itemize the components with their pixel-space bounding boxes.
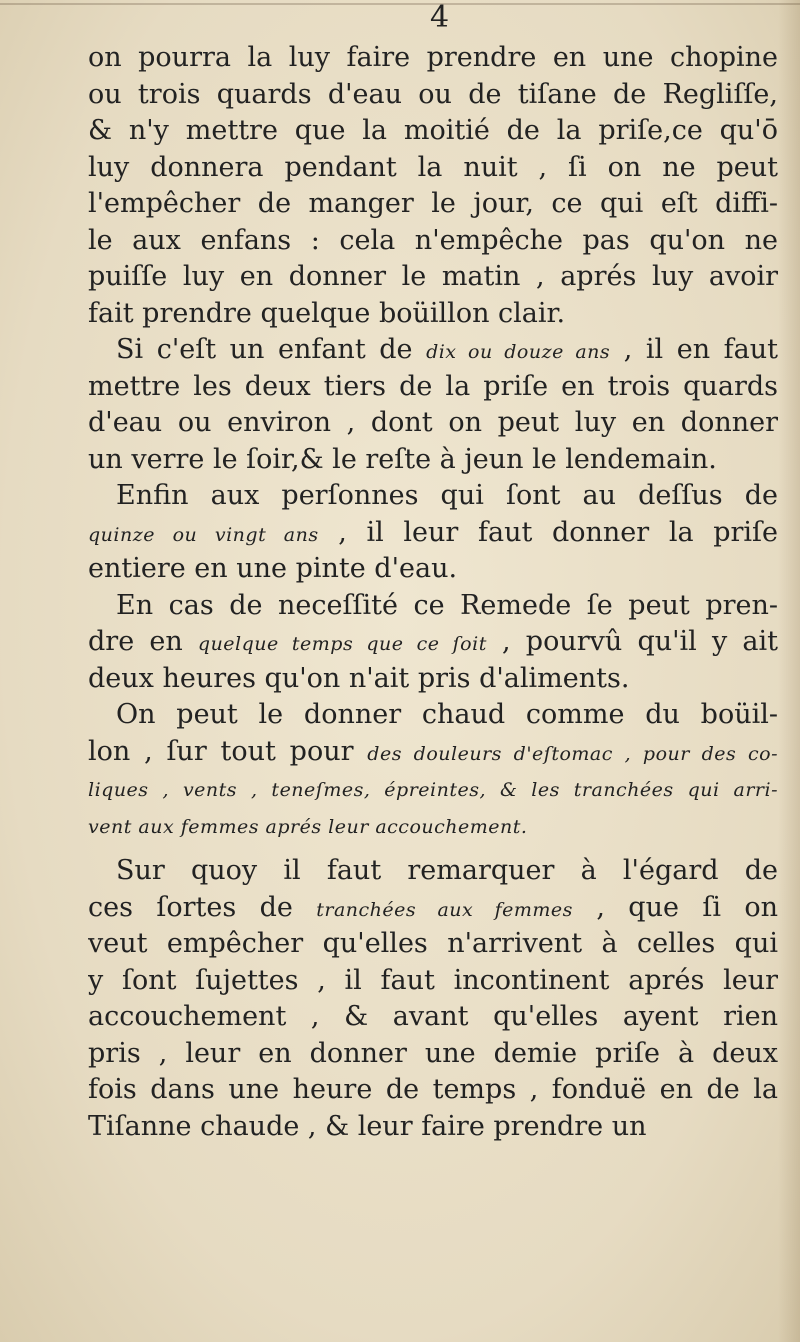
text-line <box>88 1072 778 1109</box>
text-line <box>88 369 778 406</box>
page-number: 4 <box>430 0 450 35</box>
text-line <box>88 40 778 77</box>
text-line <box>88 405 778 442</box>
page-top-border <box>0 3 800 5</box>
text-line <box>88 697 778 734</box>
text-segment: fait prendre quelque boüillon clair. <box>88 297 566 329</box>
text-segment: , que ſi on <box>572 891 778 923</box>
italic-phrase: tranchées aux femmes <box>316 898 573 921</box>
text-line <box>88 999 778 1036</box>
text-line <box>88 853 778 890</box>
text-line <box>88 963 778 1000</box>
italic-phrase: des douleurs d'eſtomac , pour des co- <box>367 742 778 765</box>
text-line <box>88 332 778 369</box>
text-segment: dre en <box>88 626 198 657</box>
text-line <box>88 1036 778 1073</box>
text-line <box>88 478 778 515</box>
text-segment: mettre les deux tiers de la priſe en trois quards <box>88 370 778 402</box>
text-segment: Si c'eſt un enfant de <box>116 334 427 365</box>
text-segment: On peut le donner chaud comme du boüil- <box>116 699 778 730</box>
text-line <box>88 890 778 927</box>
text-segment: , pourvû qu'il y ait <box>486 626 778 657</box>
text-segment: deux heures qu'on n'ait pris d'aliments. <box>88 662 630 694</box>
text-segment: ces ſortes de <box>88 891 317 923</box>
page-edge-shadow <box>778 0 800 1342</box>
text-line <box>88 770 778 807</box>
italic-phrase: liques , vents , teneſmes, épreintes, & les tranchées qui arri- <box>88 779 778 801</box>
text-line <box>88 624 778 661</box>
text-line <box>88 551 778 588</box>
text-line <box>88 1109 778 1146</box>
text-line <box>88 186 778 223</box>
text-segment: accouchement , & avant qu'elles ayent rien <box>88 1001 778 1032</box>
text-segment: , il en faut <box>610 334 778 365</box>
text-segment: puiſſe luy en donner le matin , aprés luy avoir <box>88 261 778 292</box>
text-segment: Enfin aux perſonnes qui ſont au deſſus de <box>116 480 778 511</box>
text-segment: fois dans une heure de temps , fonduë en de la <box>88 1074 778 1105</box>
text-line <box>88 259 778 296</box>
text-line <box>88 926 778 963</box>
text-segment: Sur quoy il faut remarquer à l'égard de <box>116 855 778 886</box>
text-segment: le aux enfans : cela n'empêche pas qu'on ne <box>88 224 778 256</box>
text-segment: pris , leur en donner une demie priſe à deux <box>88 1037 778 1069</box>
text-segment: lon , ſur tout pour <box>88 735 368 767</box>
italic-phrase: quelque temps que ce ſoit <box>197 633 487 655</box>
text-line <box>88 77 778 114</box>
text-segment: un verre le ſoir,& le reſte à jeun le lendemain. <box>88 443 717 475</box>
text-segment: d'eau ou environ , dont on peut luy en donner <box>88 407 778 438</box>
text-segment: luy donnera pendant la nuit , ſi on ne peut <box>88 151 778 183</box>
text-segment: y ſont ſujettes , il faut incontinent aprés leur <box>88 964 778 996</box>
text-line <box>88 296 778 333</box>
text-segment: , il leur faut donner la priſe <box>318 516 778 548</box>
text-line <box>88 588 778 625</box>
text-segment: En cas de neceſſité ce Remede ſe peut pren- <box>116 589 778 621</box>
text-segment: ou trois quards d'eau ou de tiſane de Regliſſe, <box>88 78 778 110</box>
text-line <box>88 113 778 150</box>
text-line <box>88 515 778 552</box>
text-segment: l'empêcher de manger le jour, ce qui eſt diffi- <box>88 188 778 219</box>
text-segment: on pourra la luy faire prendre en une chopine <box>88 42 778 73</box>
text-segment: entiere en une pinte d'eau. <box>88 553 458 584</box>
text-line <box>88 150 778 187</box>
italic-phrase: quinze ou vingt ans <box>88 523 319 546</box>
text-line <box>88 807 778 844</box>
body-text <box>88 40 778 1145</box>
text-segment: & n'y mettre que la moitié de la priſe,ce qu'ō <box>88 115 778 146</box>
italic-phrase: vent aux femmes aprés leur accouchement. <box>88 815 528 838</box>
text-line <box>88 661 778 698</box>
text-segment: veut empêcher qu'elles n'arrivent à celles qui <box>88 928 778 959</box>
text-line <box>88 442 778 479</box>
text-segment: Tiſanne chaude , & leur faire prendre un <box>88 1110 647 1142</box>
text-line <box>88 223 778 260</box>
text-line <box>88 734 778 771</box>
italic-phrase: dix ou douze ans <box>426 341 611 363</box>
